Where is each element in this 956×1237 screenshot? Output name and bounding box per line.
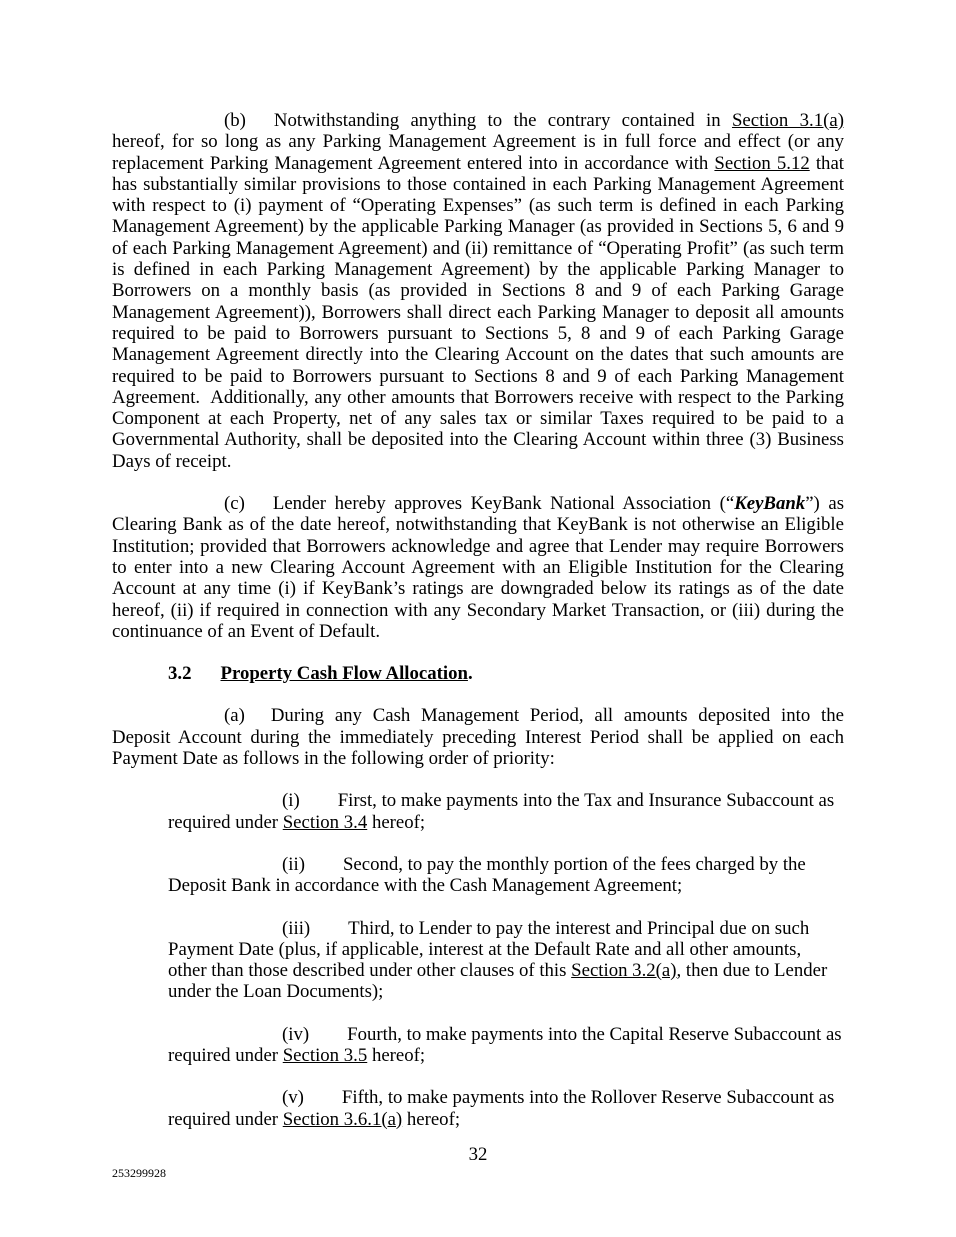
section-heading-period: . (467, 663, 473, 685)
list-item-v-text: Fifth, to make payments into the Rollover Reserve Subaccount as required under Section 3.6.1(a) hereof; (168, 1087, 835, 1130)
list-item-ii-label: (ii) (282, 853, 305, 875)
list-item-iv-label: (iv) (282, 1023, 310, 1045)
paragraph-b-label: (b) (224, 110, 246, 131)
list-item-iii-text: Third, to Lender to pay the interest and Principal due on such Payment Date (plus, if applicable, interest at the Default Rate and all other amounts, other than those described under other clauses of this Section 3.2(a), then due to Lender under the Loan Documents); (168, 917, 828, 1003)
list-item-i-text: First, to make payments into the Tax and Insurance Subaccount as required under Section 3.4 hereof; (168, 790, 835, 833)
paragraph-c-label: (c) (224, 493, 245, 515)
list-item-i (168, 790, 844, 833)
list-item-ii-text: Second, to pay the monthly portion of the fees charged by the Deposit Bank in accordance with the Cash Management Agreement; (168, 853, 806, 897)
page-number: 32 (468, 1144, 488, 1165)
list-item-v-label: (v) (282, 1087, 304, 1109)
list-item-v (168, 1087, 844, 1130)
paragraph-c (112, 493, 844, 642)
page-content (112, 110, 844, 1151)
list-item-ii (168, 854, 844, 897)
list-item-iii-label: (iii) (282, 917, 311, 939)
list-item-i-label: (i) (282, 790, 300, 812)
section-number: 3.2 (168, 663, 192, 685)
paragraph-a-text: During any Cash Management Period, all amounts deposited into the Deposit Account during the immediately preceding Interest Period shall be applied on each Payment Date as follows in the following order of priority: (112, 705, 844, 770)
list-item-iv-text: Fourth, to make payments into the Capital Reserve Subaccount as required under Section 3.5 hereof; (168, 1023, 842, 1066)
paragraph-b (112, 110, 844, 472)
list-item-iii (168, 918, 844, 1003)
paragraph-c-text: Lender hereby approves KeyBank National Association (“KeyBank”) as Clearing Bank as of the date hereof, notwithstanding that KeyBank is not otherwise an Eligible Institution; provided that Borrowers acknowledge and agree that Lender may require Borrowers to enter into a new Clearing Account Agreement with an Eligible Institution for the Clearing Account at any time (i) if KeyBank’s ratings are downgraded below its ratings as of the date hereof, (ii) if required in connection with any Secondary Market Transaction, or (iii) during the continuance of an Event of Default. (112, 493, 844, 642)
section-heading (168, 663, 844, 684)
document-id: 253299928 (112, 1166, 166, 1180)
paragraph-a (112, 705, 844, 769)
paragraph-b-text: Notwithstanding anything to the contrary contained in Section 3.1(a) hereof, for so long as any Parking Management Agreement is in full force and effect (or any replacement Parking Management Agreement entered into in accordance with Section 5.12 that has substantially similar provisions to those contained in each Parking Management Agreement with respect to (i) payment of “Operating Expenses” (as such term is defined in each Parking Management Agreement) by the applicable Parking Manager (as provided in Sections 5, 6 and 9 of each Parking Management Agreement) and (ii) remittance of “Operating Profit” (as such term is defined in each Parking Management Agreement) by the applicable Parking Manager to Borrowers on a monthly basis (as provided in Sections 8 and 9 of each Parking Garage Management Agreement)), Borrowers shall direct each Parking Manager to deposit all amounts required to be paid to Borrowers pursuant to Sections 5, 8 and 9 of each Parking Garage Management Agreement directly into the Clearing Account on the dates that such amounts are required to be paid to Borrowers pursuant to Sections 8 and 9 of each Parking Management Agreement. Additionally, any other amounts that Borrowers receive with respect to the Parking Component at each Property, net of any sales tax or similar Taxes required to be paid to a Governmental Authority, shall be deposited into the Clearing Account within three (3) Business Days of receipt. (112, 110, 844, 472)
list-item-iv (168, 1024, 844, 1067)
section-title: Property Cash Flow Allocation (220, 663, 468, 685)
paragraph-a-label: (a) (224, 705, 245, 727)
